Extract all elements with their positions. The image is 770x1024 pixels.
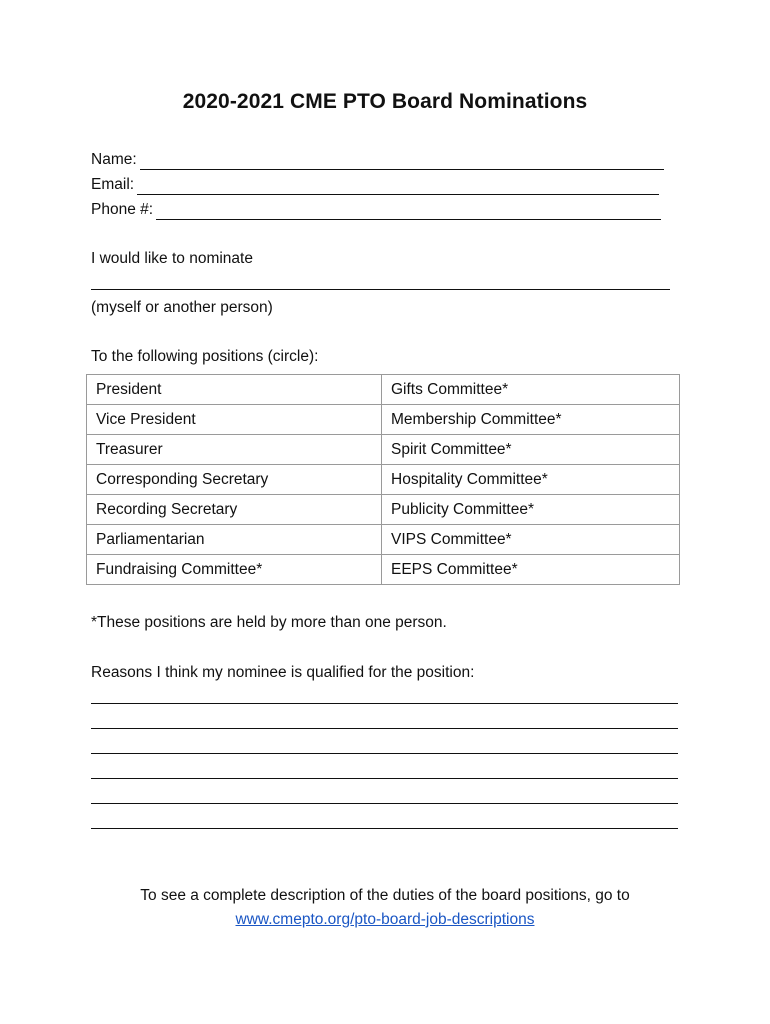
position-committee-cell[interactable]: Hospitality Committee*	[382, 465, 680, 495]
nominate-hint: (myself or another person)	[91, 299, 273, 316]
job-descriptions-link[interactable]: www.cmepto.org/pto-board-job-descriptions	[235, 911, 535, 928]
position-committee-cell[interactable]: Publicity Committee*	[382, 495, 680, 525]
phone-blank[interactable]	[156, 204, 661, 220]
name-blank[interactable]	[140, 154, 664, 170]
footer-text: To see a complete description of the duties of the board positions, go to	[140, 887, 630, 904]
position-officer-cell[interactable]: Vice President	[87, 405, 382, 435]
position-officer-cell[interactable]: Parliamentarian	[87, 525, 382, 555]
nominee-blank[interactable]	[91, 289, 670, 290]
reason-line-6[interactable]	[91, 828, 678, 829]
phone-field-row	[91, 200, 661, 220]
reason-line-2[interactable]	[91, 728, 678, 729]
name-field-row	[91, 150, 664, 170]
positions-row	[87, 375, 680, 405]
email-blank[interactable]	[137, 179, 659, 195]
position-committee-cell[interactable]: Membership Committee*	[382, 405, 680, 435]
email-label: Email:	[91, 176, 135, 193]
reason-line-5[interactable]	[91, 803, 678, 804]
positions-prompt: To the following positions (circle):	[91, 348, 319, 365]
reason-line-1[interactable]	[91, 703, 678, 704]
positions-row	[87, 495, 680, 525]
positions-table	[86, 374, 680, 585]
position-officer-cell[interactable]: Corresponding Secretary	[87, 465, 382, 495]
position-committee-cell[interactable]: Spirit Committee*	[382, 435, 680, 465]
phone-label: Phone #:	[91, 201, 154, 218]
footer-link-row	[0, 908, 770, 932]
positions-row	[87, 435, 680, 465]
positions-note: *These positions are held by more than one person.	[91, 614, 447, 631]
position-committee-cell[interactable]: EEPS Committee*	[382, 555, 680, 585]
position-officer-cell[interactable]: President	[87, 375, 382, 405]
reason-line-4[interactable]	[91, 778, 678, 779]
email-field-row	[91, 175, 659, 195]
reason-line-3[interactable]	[91, 753, 678, 754]
position-officer-cell[interactable]: Treasurer	[87, 435, 382, 465]
positions-row	[87, 465, 680, 495]
name-label: Name:	[91, 151, 137, 168]
position-committee-cell[interactable]: VIPS Committee*	[382, 525, 680, 555]
reasons-prompt: Reasons I think my nominee is qualified for the position:	[91, 664, 475, 681]
position-officer-cell[interactable]: Fundraising Committee*	[87, 555, 382, 585]
page-title: 2020-2021 CME PTO Board Nominations	[182, 90, 588, 113]
positions-row	[87, 525, 680, 555]
position-committee-cell[interactable]: Gifts Committee*	[382, 375, 680, 405]
positions-row	[87, 555, 680, 585]
positions-row	[87, 405, 680, 435]
position-officer-cell[interactable]: Recording Secretary	[87, 495, 382, 525]
nominate-prompt: I would like to nominate	[91, 250, 253, 267]
